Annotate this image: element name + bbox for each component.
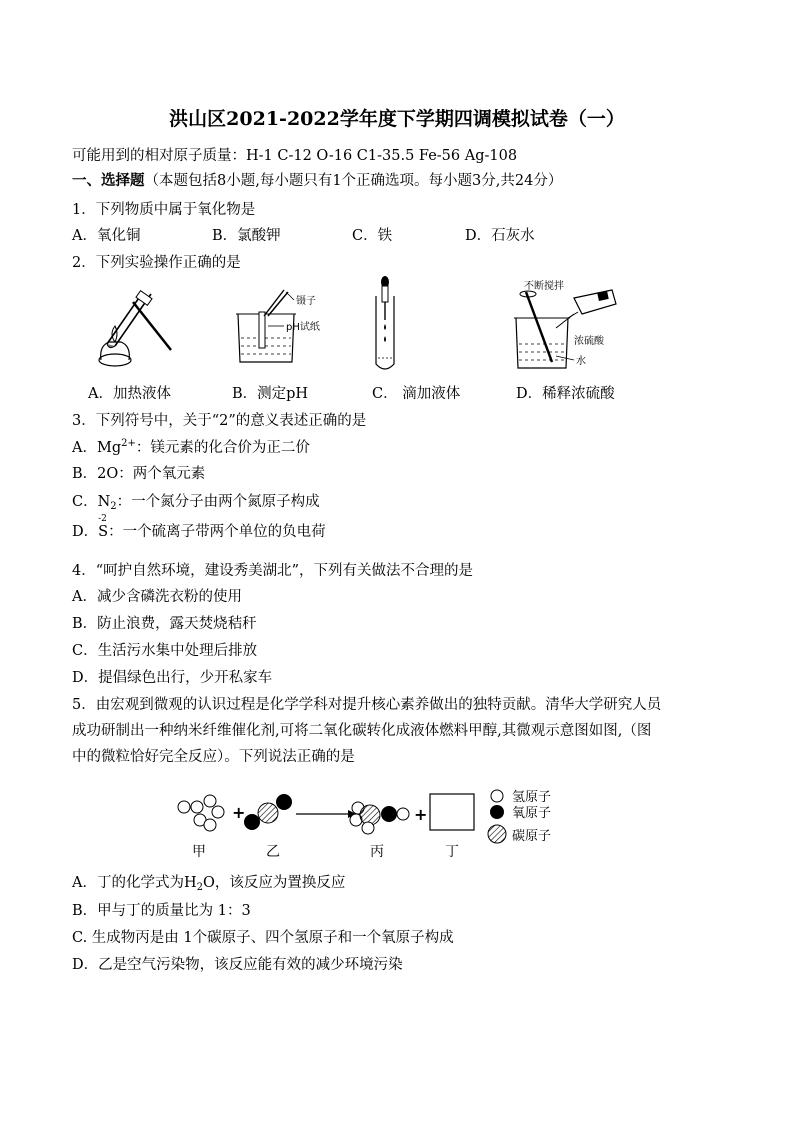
q3-d-valence: -2 (98, 514, 107, 524)
q5-line-2: 成功研制出一种纳米纤维催化剂,可将二氧化碳转化成液体燃料甲醇,其微观示意图如图,（图 (72, 723, 652, 739)
label-ding: 丁 (445, 844, 459, 860)
atomic-masses: 可能用到的相对原子质量：H-1 C-12 O-16 C1-35.5 Fe-56 Ag-108 (72, 148, 518, 164)
q5-a-prefix: A．丁的化学式为H (72, 875, 197, 891)
q3-c-subscript: 2 (110, 501, 117, 512)
q3-option-a (72, 436, 310, 457)
label-bing: 丙 (370, 844, 384, 860)
q5-option-c: C. 生成物丙是由 1个碳原子、四个氢原子和一个氧原子构成 (72, 930, 454, 946)
q1-stem: 1．下列物质中属于氧化物是 (72, 202, 256, 218)
q3-a-charge: 2+ (121, 438, 136, 449)
q4-option-b: B．防止浪费，露天焚烧秸秆 (72, 616, 257, 632)
heating-liquid-figure (85, 280, 185, 372)
q5-a-subscript: 2 (196, 882, 203, 893)
q2-option-d: D．稀释浓硫酸 (516, 386, 615, 402)
q2-stem: 2．下列实验操作正确的是 (72, 255, 241, 271)
q3-d-symbol: S (98, 524, 109, 540)
reaction-diagram (170, 782, 570, 864)
q1-option-b: B．氯酸钾 (212, 228, 281, 244)
q5-line-1: 5．由宏观到微观的认识过程是化学学科对提升核心素养做出的独特贡献。清华大学研究人员 (72, 697, 662, 713)
reactant-yi (244, 794, 292, 830)
label-yi: 乙 (266, 844, 280, 860)
exam-title: 洪山区2021-2022学年度下学期四调模拟试卷（一） (169, 108, 625, 130)
q4-option-d: D．提倡绿色出行，少开私家车 (72, 670, 273, 686)
q1-option-a: A．氧化铜 (72, 228, 141, 244)
ph-test-figure (232, 286, 342, 366)
q5-line-3: 中的微粒恰好完全反应）。下列说法正确的是 (72, 749, 355, 765)
legend-oxygen-icon (490, 805, 504, 819)
section-title: 一、选择题 (72, 172, 145, 189)
reactant-jia (178, 795, 224, 831)
legend-carbon-icon (488, 825, 506, 843)
q3-option-c (72, 490, 320, 512)
dropping-liquid-figure (370, 276, 400, 374)
legend-hydrogen: 氢原子 (512, 790, 552, 805)
q3-a-prefix: A．Mg (72, 440, 122, 456)
q3-option-d (72, 514, 326, 541)
q2-option-b: B．测定pH (232, 386, 309, 402)
q3-a-text: ：镁元素的化合价为正二价 (135, 440, 310, 456)
legend-oxygen: 氧原子 (512, 806, 552, 821)
q3-c-prefix: C．N (72, 494, 111, 510)
q5-option-a (72, 871, 345, 893)
section-heading (72, 169, 562, 190)
q2-option-c: C． 滴加液体 (372, 386, 461, 402)
q5-option-b: B．甲与丁的质量比为 1：3 (72, 903, 251, 919)
q5-a-suffix: O，该反应为置换反应 (203, 875, 346, 891)
acid-label: 浓硫酸 (574, 336, 604, 347)
stir-label: 不断搅拌 (524, 281, 564, 292)
q3-stem: 3．下列符号中，关于“2”的意义表述正确的是 (72, 413, 367, 429)
q1-option-d: D．石灰水 (465, 228, 535, 244)
q4-stem: 4．“呵护自然环境，建设秀美湖北”，下列有关做法不合理的是 (72, 563, 474, 579)
plus-sign-2: + (414, 805, 428, 824)
legend-hydrogen-icon (491, 790, 503, 802)
q3-d-text: ：一个硫离子带两个单位的负电荷 (108, 524, 326, 540)
q3-d-prefix: D． (72, 524, 99, 540)
product-bing (350, 802, 409, 834)
label-jia: 甲 (192, 844, 206, 860)
plus-sign-1: + (232, 803, 246, 822)
q4-option-a: A．减少含磷洗衣粉的使用 (72, 589, 242, 605)
q1-option-c: C．铁 (352, 228, 393, 244)
ph-paper-label: pH试纸 (286, 322, 320, 333)
section-note: （本题包括8小题,每小题只有1个正确选项。每小题3分,共24分） (144, 173, 563, 189)
q5-option-d: D．乙是空气污染物，该反应能有效的减少环境污染 (72, 957, 403, 973)
q3-d-symbol-group (98, 514, 109, 540)
legend-carbon: 碳原子 (512, 829, 552, 844)
tweezers-label: 镊子 (296, 296, 316, 307)
product-ding-box (430, 794, 474, 830)
q3-option-b: B．2O：两个氧元素 (72, 466, 206, 482)
q4-option-c: C．生活污水集中处理后排放 (72, 643, 258, 659)
q2-option-a: A．加热液体 (88, 386, 171, 402)
q3-c-text: ：一个氮分子由两个氮原子构成 (116, 494, 320, 510)
water-label: 水 (576, 356, 586, 367)
dilute-acid-figure (508, 278, 633, 372)
